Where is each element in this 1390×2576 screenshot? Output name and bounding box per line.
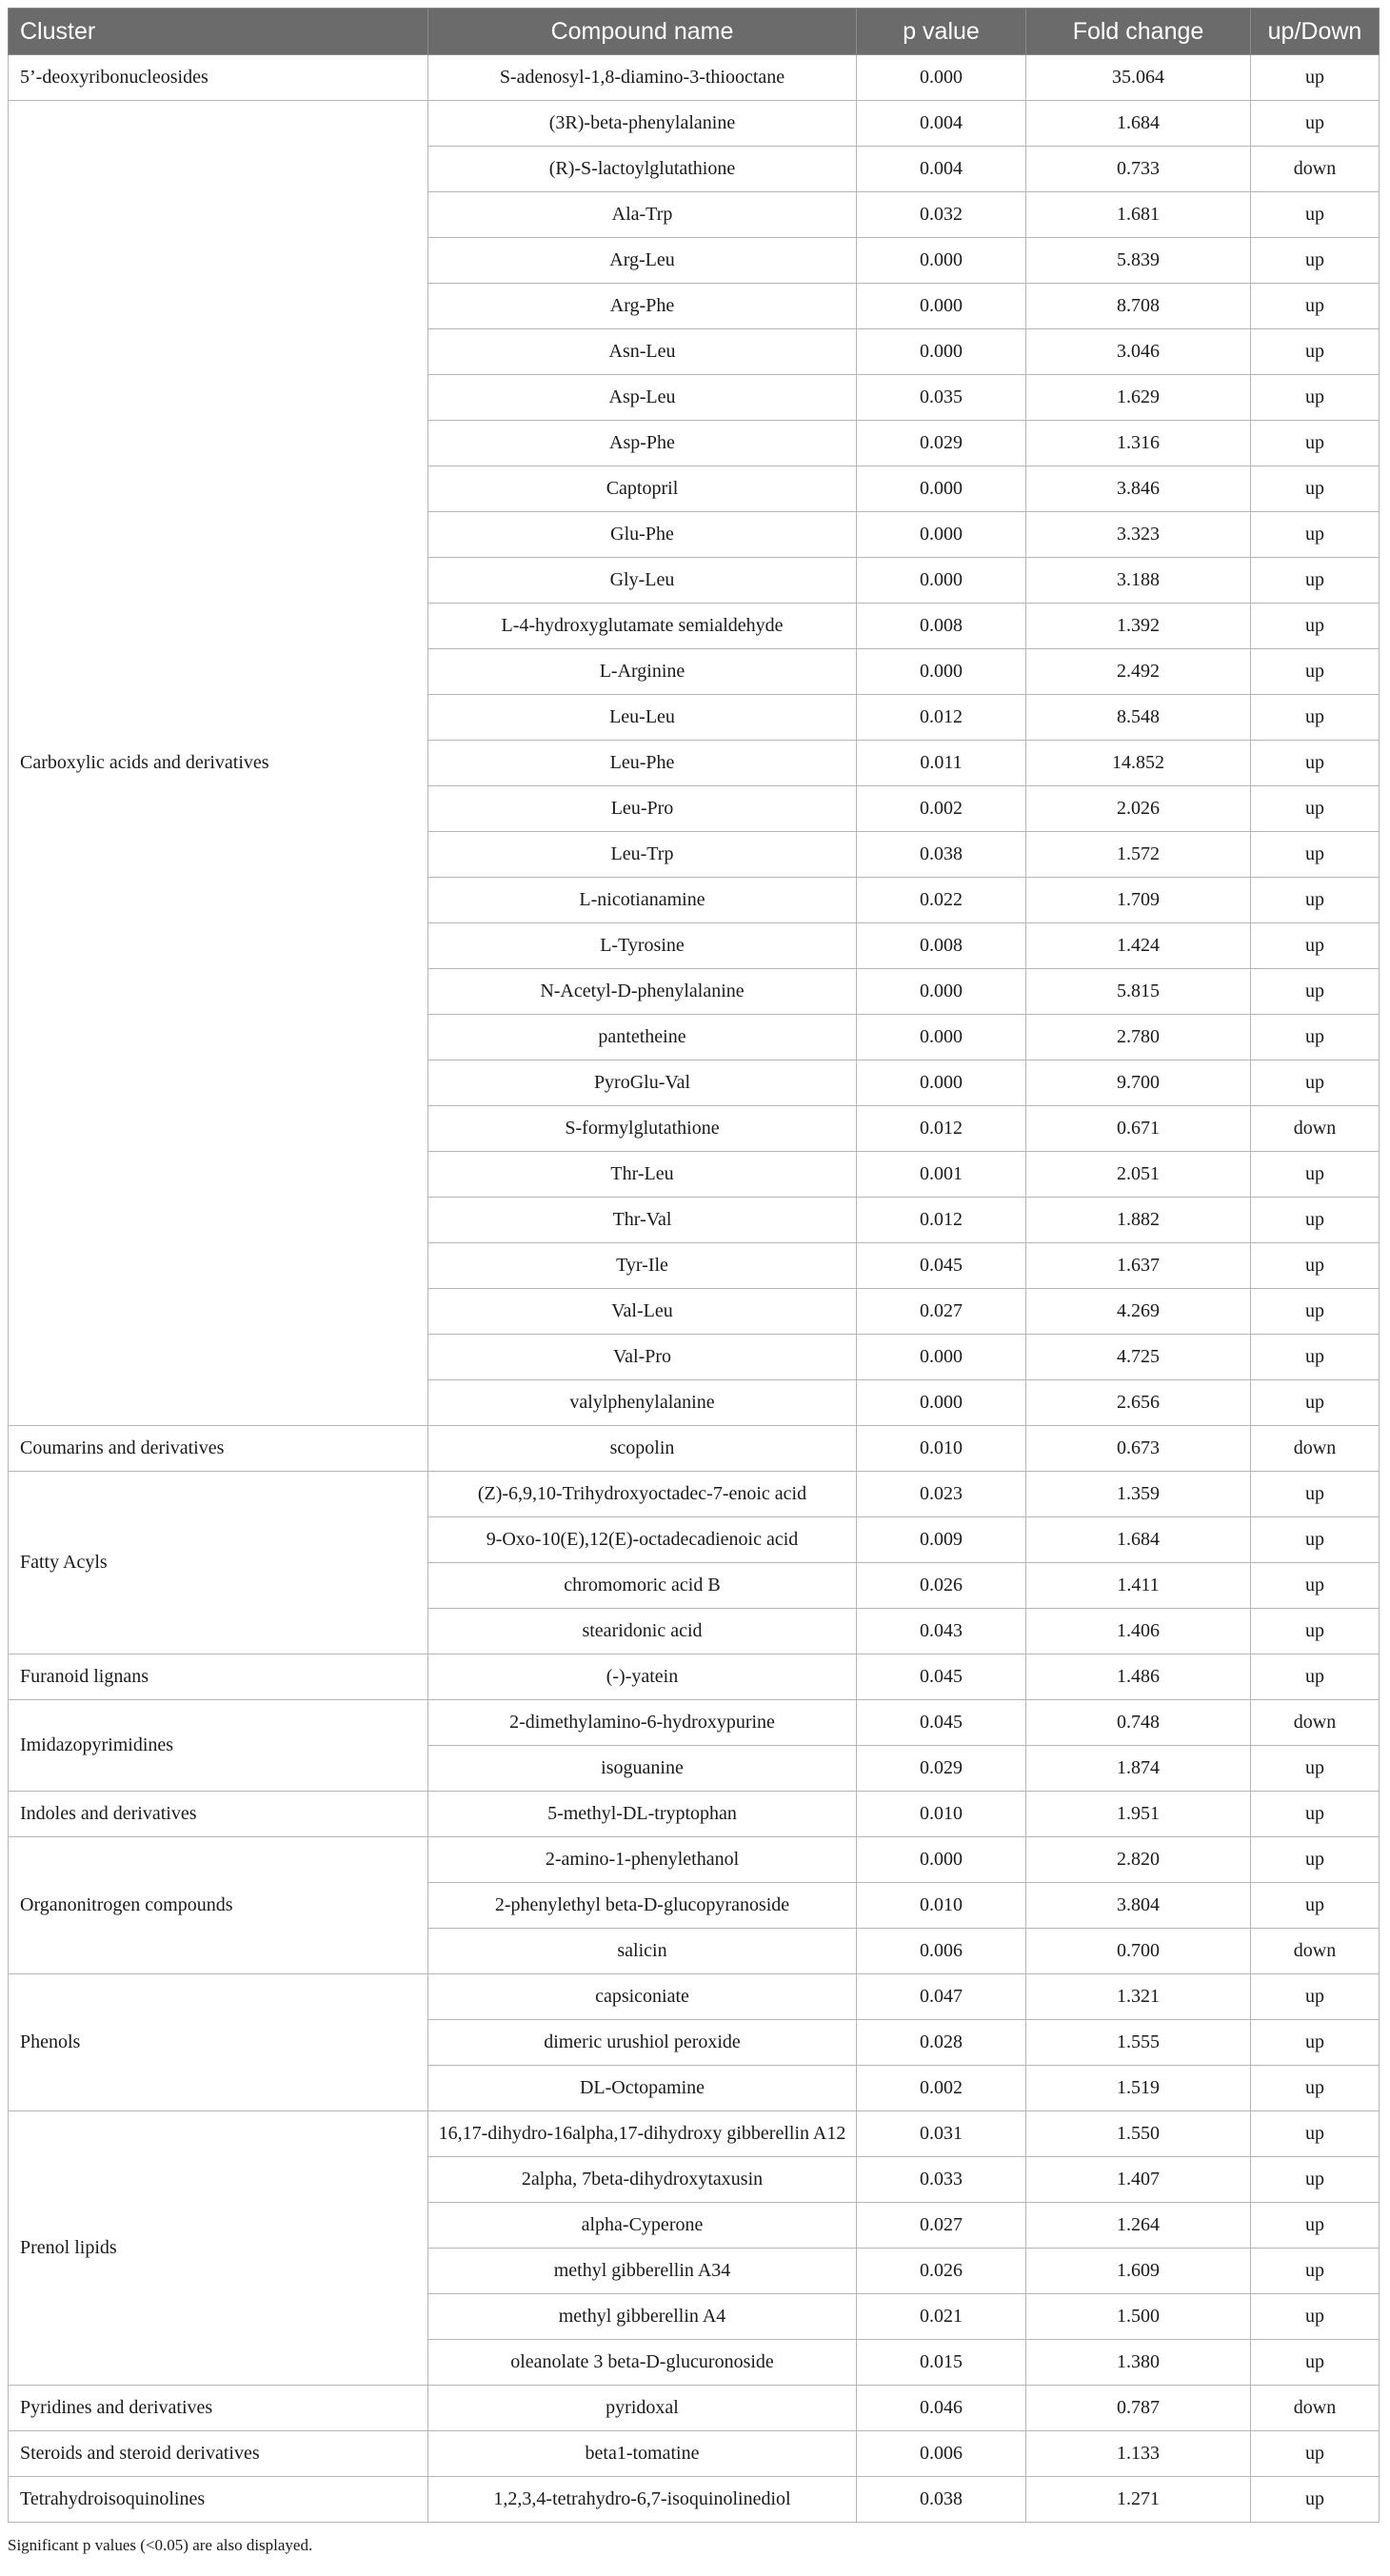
direction-cell: up	[1251, 1792, 1380, 1837]
table-body	[9, 55, 1380, 2523]
direction-cell: up	[1251, 238, 1380, 284]
p-value-cell: 0.002	[857, 2066, 1026, 2111]
compound-name-cell: capsiconiate	[428, 1974, 857, 2020]
table-row	[9, 1974, 1380, 2020]
compound-name-cell: valylphenylalanine	[428, 1380, 857, 1426]
fold-change-cell: 1.264	[1026, 2203, 1251, 2249]
compound-name-cell: salicin	[428, 1929, 857, 1974]
cluster-cell: Fatty Acyls	[9, 1472, 428, 1655]
table-footnote: Significant p values (<0.05) are also displayed.	[8, 2536, 313, 2554]
p-value-cell: 0.046	[857, 2386, 1026, 2431]
p-value-cell: 0.000	[857, 1335, 1026, 1380]
direction-cell: up	[1251, 2066, 1380, 2111]
fold-change-cell: 1.637	[1026, 1243, 1251, 1289]
fold-change-cell: 1.684	[1026, 1517, 1251, 1563]
compound-name-cell: Leu-Phe	[428, 741, 857, 786]
fold-change-cell: 2.026	[1026, 786, 1251, 832]
direction-cell: up	[1251, 741, 1380, 786]
compound-name-cell: L-Arginine	[428, 649, 857, 695]
direction-cell: down	[1251, 1106, 1380, 1152]
fold-change-cell: 1.133	[1026, 2431, 1251, 2477]
p-value-cell: 0.033	[857, 2157, 1026, 2203]
compound-name-cell: Asp-Leu	[428, 375, 857, 421]
fold-change-cell: 0.733	[1026, 147, 1251, 192]
fold-change-cell: 0.787	[1026, 2386, 1251, 2431]
direction-cell: up	[1251, 923, 1380, 969]
p-value-cell: 0.012	[857, 1198, 1026, 1243]
compound-name-cell: 2-amino-1-phenylethanol	[428, 1837, 857, 1883]
p-value-cell: 0.028	[857, 2020, 1026, 2066]
p-value-cell: 0.045	[857, 1655, 1026, 1700]
p-value-cell: 0.022	[857, 878, 1026, 923]
compound-name-cell: 2-dimethylamino-6-hydroxypurine	[428, 1700, 857, 1746]
direction-cell: up	[1251, 1974, 1380, 2020]
compound-name-cell: S-adenosyl-1,8-diamino-3-thiooctane	[428, 55, 857, 101]
direction-cell: up	[1251, 832, 1380, 878]
table-row	[9, 55, 1380, 101]
p-value-cell: 0.032	[857, 192, 1026, 238]
compound-name-cell: (-)-yatein	[428, 1655, 857, 1700]
header-cluster: Cluster	[9, 9, 428, 55]
fold-change-cell: 1.392	[1026, 604, 1251, 649]
compound-name-cell: alpha-Cyperone	[428, 2203, 857, 2249]
p-value-cell: 0.008	[857, 604, 1026, 649]
p-value-cell: 0.015	[857, 2340, 1026, 2386]
direction-cell: up	[1251, 2020, 1380, 2066]
fold-change-cell: 1.555	[1026, 2020, 1251, 2066]
direction-cell: up	[1251, 604, 1380, 649]
p-value-cell: 0.029	[857, 421, 1026, 466]
fold-change-cell: 35.064	[1026, 55, 1251, 101]
table-row	[9, 1792, 1380, 1837]
compound-name-cell: Asn-Leu	[428, 329, 857, 375]
direction-cell: up	[1251, 2340, 1380, 2386]
fold-change-cell: 3.046	[1026, 329, 1251, 375]
fold-change-cell: 0.671	[1026, 1106, 1251, 1152]
p-value-cell: 0.021	[857, 2294, 1026, 2340]
compound-name-cell: (3R)-beta-phenylalanine	[428, 101, 857, 147]
fold-change-cell: 1.709	[1026, 878, 1251, 923]
p-value-cell: 0.027	[857, 2203, 1026, 2249]
p-value-cell: 0.026	[857, 1563, 1026, 1609]
direction-cell: up	[1251, 878, 1380, 923]
compound-name-cell: Glu-Phe	[428, 512, 857, 558]
p-value-cell: 0.000	[857, 238, 1026, 284]
fold-change-cell: 8.548	[1026, 695, 1251, 741]
direction-cell: up	[1251, 1883, 1380, 1929]
direction-cell: up	[1251, 1563, 1380, 1609]
fold-change-cell: 2.656	[1026, 1380, 1251, 1426]
direction-cell: up	[1251, 192, 1380, 238]
p-value-cell: 0.000	[857, 284, 1026, 329]
header-row	[9, 9, 1380, 55]
compound-name-cell: beta1-tomatine	[428, 2431, 857, 2477]
compound-name-cell: methyl gibberellin A34	[428, 2249, 857, 2294]
p-value-cell: 0.027	[857, 1289, 1026, 1335]
fold-change-cell: 1.407	[1026, 2157, 1251, 2203]
cluster-cell: Prenol lipids	[9, 2111, 428, 2386]
p-value-cell: 0.038	[857, 832, 1026, 878]
direction-cell: up	[1251, 421, 1380, 466]
compound-name-cell: Tyr-Ile	[428, 1243, 857, 1289]
compound-name-cell: Leu-Pro	[428, 786, 857, 832]
direction-cell: up	[1251, 2157, 1380, 2203]
fold-change-cell: 1.519	[1026, 2066, 1251, 2111]
fold-change-cell: 1.882	[1026, 1198, 1251, 1243]
compound-name-cell: (Z)-6,9,10-Trihydroxyoctadec-7-enoic acid	[428, 1472, 857, 1517]
fold-change-cell: 8.708	[1026, 284, 1251, 329]
compound-name-cell: Gly-Leu	[428, 558, 857, 604]
fold-change-cell: 1.681	[1026, 192, 1251, 238]
compound-name-cell: 5-methyl-DL-tryptophan	[428, 1792, 857, 1837]
compound-name-cell: isoguanine	[428, 1746, 857, 1792]
table-row	[9, 1472, 1380, 1517]
fold-change-cell: 3.323	[1026, 512, 1251, 558]
p-value-cell: 0.000	[857, 1380, 1026, 1426]
table-row	[9, 1700, 1380, 1746]
compound-name-cell: 2-phenylethyl beta-D-glucopyranoside	[428, 1883, 857, 1929]
fold-change-cell: 2.492	[1026, 649, 1251, 695]
fold-change-cell: 1.411	[1026, 1563, 1251, 1609]
direction-cell: up	[1251, 2294, 1380, 2340]
fold-change-cell: 1.550	[1026, 2111, 1251, 2157]
direction-cell: up	[1251, 375, 1380, 421]
compound-name-cell: Leu-Leu	[428, 695, 857, 741]
compound-name-cell: (R)-S-lactoylglutathione	[428, 147, 857, 192]
cluster-cell: Coumarins and derivatives	[9, 1426, 428, 1472]
p-value-cell: 0.047	[857, 1974, 1026, 2020]
table-container	[8, 8, 1379, 2555]
direction-cell: up	[1251, 466, 1380, 512]
fold-change-cell: 1.486	[1026, 1655, 1251, 1700]
direction-cell: up	[1251, 649, 1380, 695]
fold-change-cell: 1.684	[1026, 101, 1251, 147]
direction-cell: up	[1251, 1746, 1380, 1792]
p-value-cell: 0.043	[857, 1609, 1026, 1655]
table-row	[9, 2431, 1380, 2477]
p-value-cell: 0.011	[857, 741, 1026, 786]
compound-name-cell: methyl gibberellin A4	[428, 2294, 857, 2340]
fold-change-cell: 1.424	[1026, 923, 1251, 969]
p-value-cell: 0.000	[857, 649, 1026, 695]
fold-change-cell: 1.874	[1026, 1746, 1251, 1792]
fold-change-cell: 1.951	[1026, 1792, 1251, 1837]
compound-name-cell: pyridoxal	[428, 2386, 857, 2431]
compound-name-cell: S-formylglutathione	[428, 1106, 857, 1152]
direction-cell: down	[1251, 2386, 1380, 2431]
cluster-cell: Pyridines and derivatives	[9, 2386, 428, 2431]
metabolite-table	[8, 8, 1380, 2523]
p-value-cell: 0.012	[857, 1106, 1026, 1152]
cluster-cell: Organonitrogen compounds	[9, 1837, 428, 1974]
p-value-cell: 0.029	[857, 1746, 1026, 1792]
p-value-cell: 0.001	[857, 1152, 1026, 1198]
cluster-cell: Steroids and steroid derivatives	[9, 2431, 428, 2477]
p-value-cell: 0.008	[857, 923, 1026, 969]
compound-name-cell: Asp-Phe	[428, 421, 857, 466]
fold-change-cell: 3.846	[1026, 466, 1251, 512]
header-p-value: p value	[857, 9, 1026, 55]
p-value-cell: 0.004	[857, 101, 1026, 147]
direction-cell: up	[1251, 512, 1380, 558]
compound-name-cell: dimeric urushiol peroxide	[428, 2020, 857, 2066]
table-row	[9, 1426, 1380, 1472]
header-fold-change: Fold change	[1026, 9, 1251, 55]
compound-name-cell: DL-Octopamine	[428, 2066, 857, 2111]
p-value-cell: 0.031	[857, 2111, 1026, 2157]
direction-cell: up	[1251, 969, 1380, 1015]
direction-cell: up	[1251, 2249, 1380, 2294]
p-value-cell: 0.012	[857, 695, 1026, 741]
direction-cell: up	[1251, 101, 1380, 147]
fold-change-cell: 2.051	[1026, 1152, 1251, 1198]
compound-name-cell: scopolin	[428, 1426, 857, 1472]
compound-name-cell: Val-Leu	[428, 1289, 857, 1335]
p-value-cell: 0.000	[857, 329, 1026, 375]
fold-change-cell: 2.780	[1026, 1015, 1251, 1060]
fold-change-cell: 0.748	[1026, 1700, 1251, 1746]
compound-name-cell: Arg-Phe	[428, 284, 857, 329]
direction-cell: up	[1251, 1837, 1380, 1883]
compound-name-cell: 9-Oxo-10(E),12(E)-octadecadienoic acid	[428, 1517, 857, 1563]
compound-name-cell: Thr-Leu	[428, 1152, 857, 1198]
p-value-cell: 0.026	[857, 2249, 1026, 2294]
fold-change-cell: 1.321	[1026, 1974, 1251, 2020]
fold-change-cell: 5.815	[1026, 969, 1251, 1015]
compound-name-cell: Val-Pro	[428, 1335, 857, 1380]
compound-name-cell: 16,17-dihydro-16alpha,17-dihydroxy gibberellin A12	[428, 2111, 857, 2157]
fold-change-cell: 3.804	[1026, 1883, 1251, 1929]
compound-name-cell: stearidonic acid	[428, 1609, 857, 1655]
direction-cell: up	[1251, 1517, 1380, 1563]
compound-name-cell: 1,2,3,4-tetrahydro-6,7-isoquinolinediol	[428, 2477, 857, 2523]
p-value-cell: 0.010	[857, 1792, 1026, 1837]
table-row	[9, 1837, 1380, 1883]
p-value-cell: 0.045	[857, 1700, 1026, 1746]
direction-cell: up	[1251, 558, 1380, 604]
header-compound-name: Compound name	[428, 9, 857, 55]
direction-cell: down	[1251, 1929, 1380, 1974]
p-value-cell: 0.000	[857, 969, 1026, 1015]
direction-cell: up	[1251, 55, 1380, 101]
compound-name-cell: L-Tyrosine	[428, 923, 857, 969]
p-value-cell: 0.000	[857, 512, 1026, 558]
table-row	[9, 2386, 1380, 2431]
fold-change-cell: 1.629	[1026, 375, 1251, 421]
header-up-down: up/Down	[1251, 9, 1380, 55]
direction-cell: up	[1251, 1289, 1380, 1335]
direction-cell: down	[1251, 147, 1380, 192]
fold-change-cell: 4.725	[1026, 1335, 1251, 1380]
p-value-cell: 0.000	[857, 1837, 1026, 1883]
compound-name-cell: Arg-Leu	[428, 238, 857, 284]
p-value-cell: 0.045	[857, 1243, 1026, 1289]
direction-cell: up	[1251, 695, 1380, 741]
cluster-cell: Phenols	[9, 1974, 428, 2111]
p-value-cell: 0.004	[857, 147, 1026, 192]
fold-change-cell: 1.380	[1026, 2340, 1251, 2386]
direction-cell: up	[1251, 329, 1380, 375]
fold-change-cell: 1.500	[1026, 2294, 1251, 2340]
table-row	[9, 2477, 1380, 2523]
p-value-cell: 0.035	[857, 375, 1026, 421]
direction-cell: up	[1251, 284, 1380, 329]
direction-cell: up	[1251, 1015, 1380, 1060]
p-value-cell: 0.000	[857, 466, 1026, 512]
p-value-cell: 0.000	[857, 1060, 1026, 1106]
compound-name-cell: 2alpha, 7beta-dihydroxytaxusin	[428, 2157, 857, 2203]
fold-change-cell: 1.316	[1026, 421, 1251, 466]
compound-name-cell: Leu-Trp	[428, 832, 857, 878]
p-value-cell: 0.000	[857, 55, 1026, 101]
compound-name-cell: Ala-Trp	[428, 192, 857, 238]
p-value-cell: 0.006	[857, 2431, 1026, 2477]
direction-cell: up	[1251, 1335, 1380, 1380]
p-value-cell: 0.000	[857, 558, 1026, 604]
direction-cell: up	[1251, 2477, 1380, 2523]
fold-change-cell: 1.406	[1026, 1609, 1251, 1655]
fold-change-cell: 9.700	[1026, 1060, 1251, 1106]
direction-cell: up	[1251, 2203, 1380, 2249]
fold-change-cell: 1.271	[1026, 2477, 1251, 2523]
direction-cell: up	[1251, 1472, 1380, 1517]
direction-cell: up	[1251, 1609, 1380, 1655]
direction-cell: up	[1251, 1243, 1380, 1289]
compound-name-cell: L-4-hydroxyglutamate semialdehyde	[428, 604, 857, 649]
compound-name-cell: chromomoric acid B	[428, 1563, 857, 1609]
fold-change-cell: 0.673	[1026, 1426, 1251, 1472]
cluster-cell: Imidazopyrimidines	[9, 1700, 428, 1792]
direction-cell: down	[1251, 1700, 1380, 1746]
table-row	[9, 101, 1380, 147]
fold-change-cell: 1.609	[1026, 2249, 1251, 2294]
p-value-cell: 0.009	[857, 1517, 1026, 1563]
fold-change-cell: 2.820	[1026, 1837, 1251, 1883]
table-row	[9, 2111, 1380, 2157]
compound-name-cell: PyroGlu-Val	[428, 1060, 857, 1106]
direction-cell: down	[1251, 1426, 1380, 1472]
fold-change-cell: 1.359	[1026, 1472, 1251, 1517]
table-row	[9, 1655, 1380, 1700]
cluster-cell: 5’-deoxyribonucleosides	[9, 55, 428, 101]
cluster-cell: Tetrahydroisoquinolines	[9, 2477, 428, 2523]
fold-change-cell: 0.700	[1026, 1929, 1251, 1974]
direction-cell: up	[1251, 1655, 1380, 1700]
fold-change-cell: 5.839	[1026, 238, 1251, 284]
p-value-cell: 0.006	[857, 1929, 1026, 1974]
compound-name-cell: N-Acetyl-D-phenylalanine	[428, 969, 857, 1015]
fold-change-cell: 14.852	[1026, 741, 1251, 786]
direction-cell: up	[1251, 1380, 1380, 1426]
p-value-cell: 0.010	[857, 1426, 1026, 1472]
direction-cell: up	[1251, 2431, 1380, 2477]
p-value-cell: 0.000	[857, 1015, 1026, 1060]
cluster-cell: Carboxylic acids and derivatives	[9, 101, 428, 1426]
p-value-cell: 0.010	[857, 1883, 1026, 1929]
p-value-cell: 0.002	[857, 786, 1026, 832]
direction-cell: up	[1251, 1060, 1380, 1106]
p-value-cell: 0.038	[857, 2477, 1026, 2523]
compound-name-cell: oleanolate 3 beta-D-glucuronoside	[428, 2340, 857, 2386]
fold-change-cell: 3.188	[1026, 558, 1251, 604]
direction-cell: up	[1251, 1198, 1380, 1243]
direction-cell: up	[1251, 2111, 1380, 2157]
cluster-cell: Furanoid lignans	[9, 1655, 428, 1700]
direction-cell: up	[1251, 1152, 1380, 1198]
compound-name-cell: pantetheine	[428, 1015, 857, 1060]
cluster-cell: Indoles and derivatives	[9, 1792, 428, 1837]
compound-name-cell: Thr-Val	[428, 1198, 857, 1243]
compound-name-cell: Captopril	[428, 466, 857, 512]
fold-change-cell: 4.269	[1026, 1289, 1251, 1335]
direction-cell: up	[1251, 786, 1380, 832]
compound-name-cell: L-nicotianamine	[428, 878, 857, 923]
fold-change-cell: 1.572	[1026, 832, 1251, 878]
p-value-cell: 0.023	[857, 1472, 1026, 1517]
